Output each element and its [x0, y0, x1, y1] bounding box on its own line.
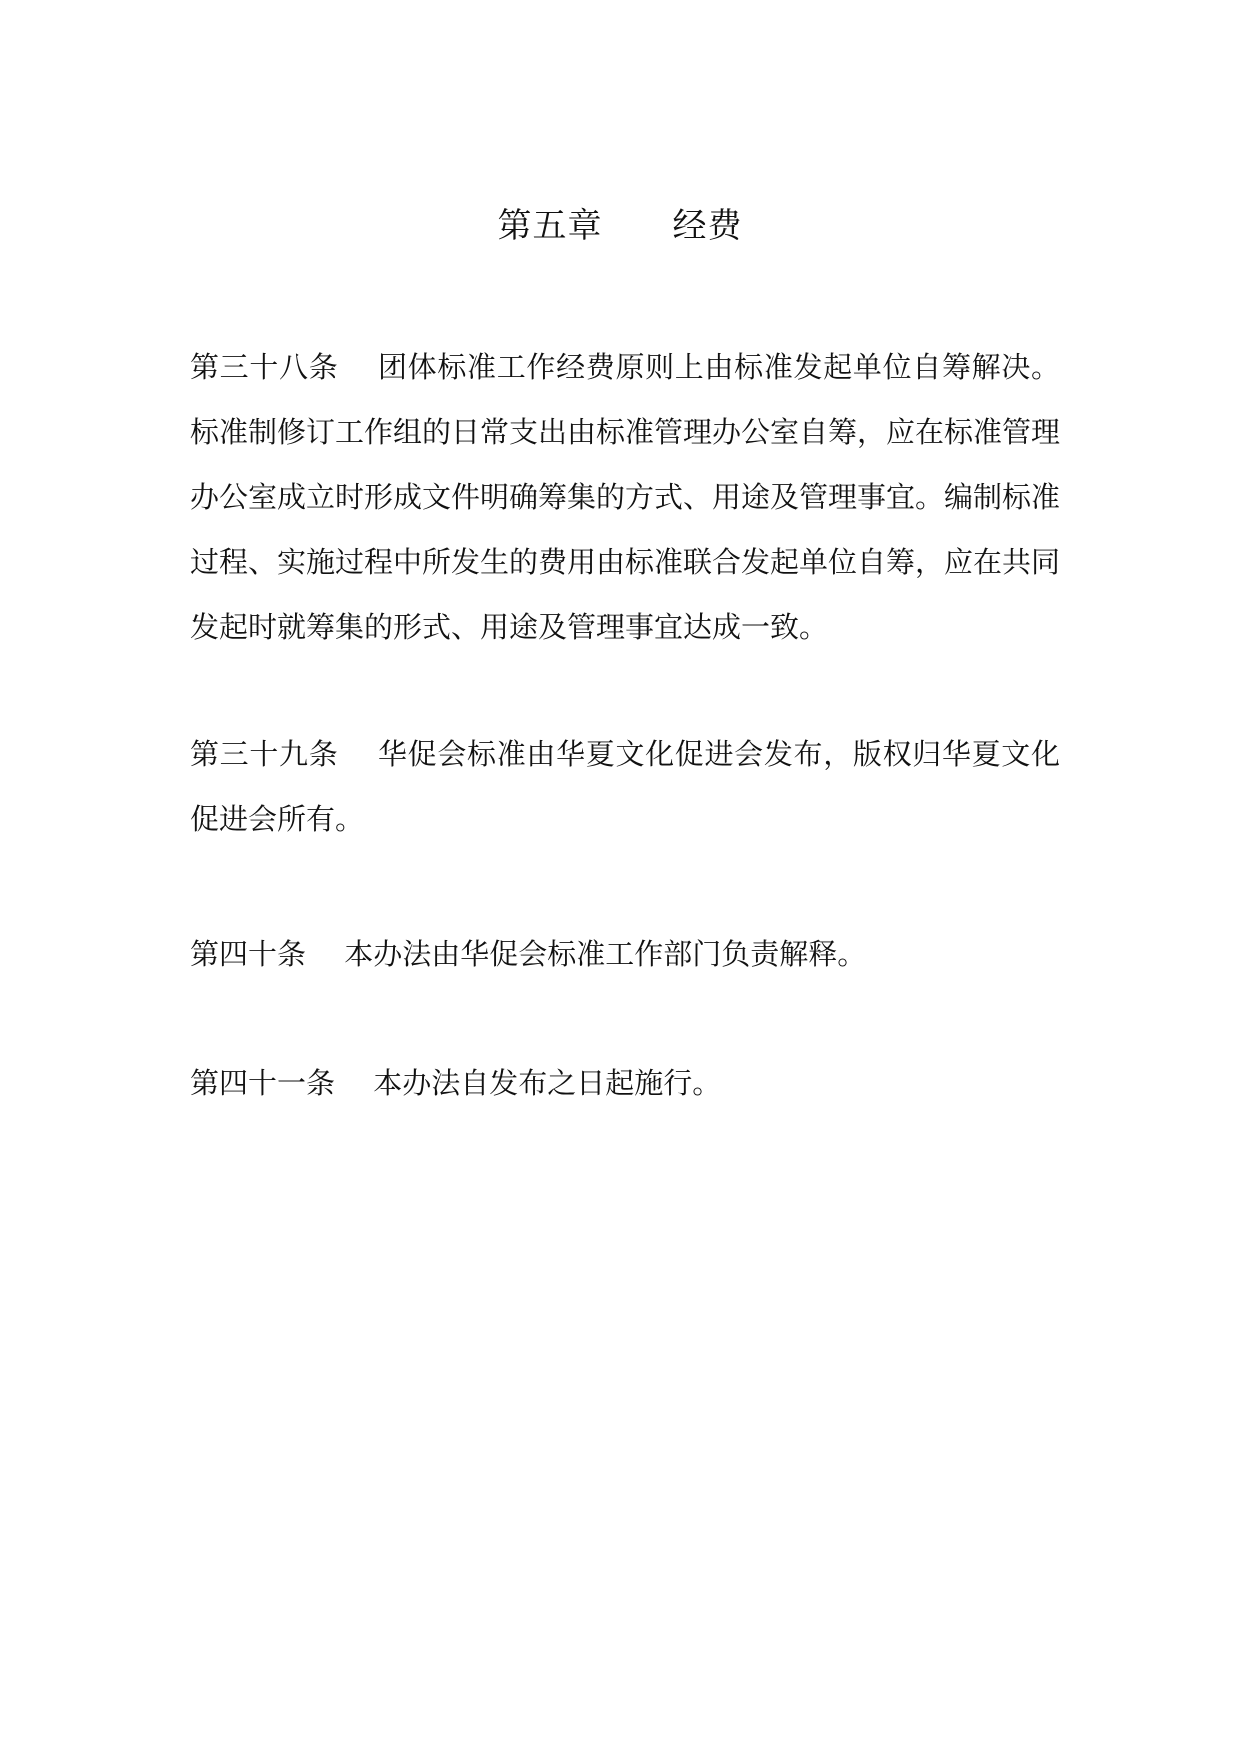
article-text: 团体标准工作经费原则上由标准发起单位自筹解决。标准制修订工作组的日常支出由标准管理办公室自筹，应在标准管理办公室成立时形成文件明确筹集的方式、用途及管理事宜。编制标准过程、实施过程中所发生的费用由标准联合发起单位自筹，应在共同发起时就筹集的形式、用途及管理事宜达成一致。 [190, 350, 1061, 644]
article-38 [190, 335, 1060, 660]
article-text: 本办法由华促会标准工作部门负责解释。 [344, 937, 867, 971]
article-40 [190, 922, 1060, 987]
article-number: 第三十九条 [190, 737, 339, 771]
article-text: 本办法自发布之日起施行。 [373, 1066, 722, 1100]
article-39 [190, 722, 1060, 852]
chapter-title: 第五章 经费 [497, 206, 743, 246]
article-number: 第四十条 [190, 937, 307, 971]
article-41 [190, 1051, 1060, 1116]
article-number: 第四十一条 [190, 1066, 336, 1100]
article-text: 华促会标准由华夏文化促进会发布，版权归华夏文化促进会所有。 [190, 737, 1060, 836]
article-number: 第三十八条 [190, 350, 339, 384]
